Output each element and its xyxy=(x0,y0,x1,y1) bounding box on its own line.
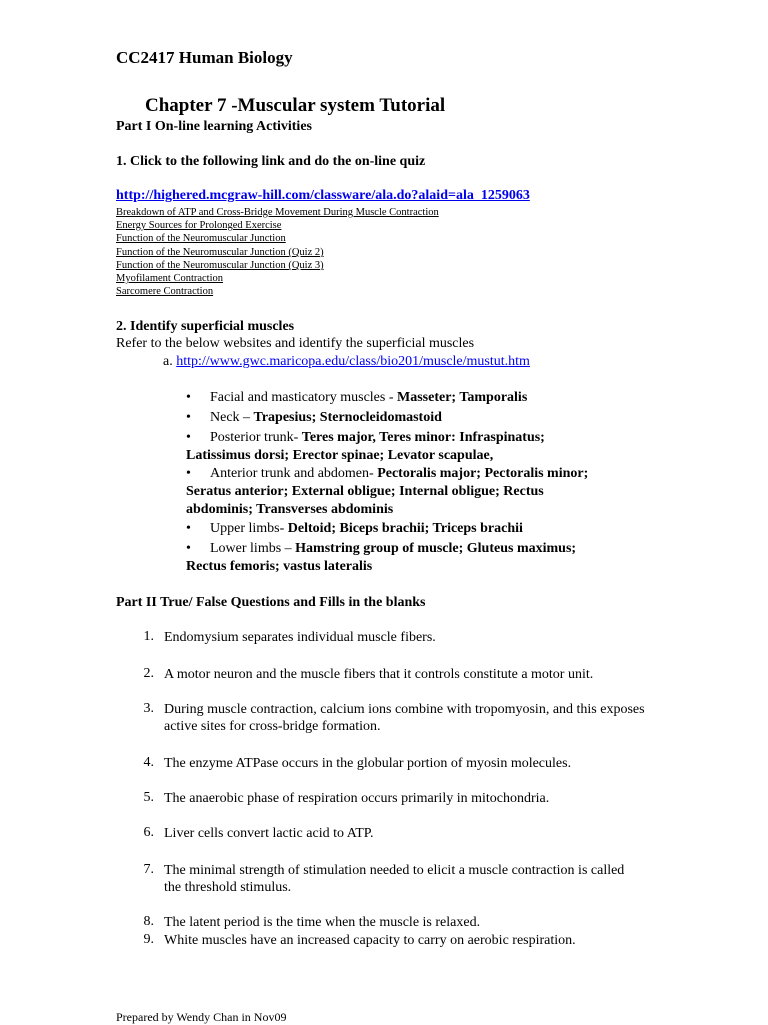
bullet-label: Neck – xyxy=(210,410,254,425)
quiz-link-neuromuscular-junction-quiz2[interactable]: Function of the Neuromuscular Junction (Quiz 2) xyxy=(116,247,324,258)
bullet-icon: • xyxy=(186,466,191,481)
question-number: 2. xyxy=(143,666,154,681)
quiz-link-atp-cross-bridge[interactable]: Breakdown of ATP and Cross-Bridge Movement During Muscle Contraction xyxy=(116,207,439,218)
section2-intro: Refer to the below websites and identify the superficial muscles xyxy=(116,336,475,351)
quiz-link-neuromuscular-junction[interactable]: Function of the Neuromuscular Junction xyxy=(116,233,286,244)
bullet-icon: • xyxy=(186,521,191,536)
bullet-label: Lower limbs – xyxy=(210,541,296,556)
bullet-icon: • xyxy=(186,541,191,556)
link-prefix: a. xyxy=(163,354,173,369)
bullet-muscles: Hamstring group of muscle; Gluteus maximus; xyxy=(295,541,577,556)
question-text: During muscle contraction, calcium ions combine with tropomyosin, and this exposes active sites for cross-bridge formation. xyxy=(164,702,645,734)
quiz-link-neuromuscular-junction-quiz3[interactable]: Function of the Neuromuscular Junction (Quiz 3) xyxy=(116,260,324,271)
question-text: A motor neuron and the muscle fibers that it controls constitute a motor unit. xyxy=(164,667,594,682)
bullet-icon: • xyxy=(186,430,191,445)
bullet-muscles: Pectoralis major; Pectoralis minor; xyxy=(377,466,589,481)
bullet-continuation-anterior-2: abdominis; Transverses abdominis xyxy=(186,502,394,517)
bullet-label: Facial and masticatory muscles - xyxy=(210,390,397,405)
bullet-label: Upper limbs- xyxy=(210,521,288,536)
question-text: The anaerobic phase of respiration occurs primarily in mitochondria. xyxy=(164,791,550,806)
section1-heading: 1. Click to the following link and do the on-line quiz xyxy=(116,154,426,169)
bullet-muscles: Trapesius; Sternocleidomastoid xyxy=(253,410,442,425)
muscle-tutorial-link[interactable]: http://www.gwc.maricopa.edu/class/bio201/muscle/mustut.htm xyxy=(176,354,530,369)
footer-credit: Prepared by Wendy Chan in Nov09 xyxy=(116,1010,287,1024)
question-number: 4. xyxy=(143,755,154,770)
bullet-continuation-anterior: Seratus anterior; External obligue; Internal obligue; Rectus xyxy=(186,484,544,499)
question-text: The minimal strength of stimulation needed to elicit a muscle contraction is called the threshold stimulus. xyxy=(164,863,625,895)
bullet-icon: • xyxy=(186,410,191,425)
question-text: The enzyme ATPase occurs in the globular portion of myosin molecules. xyxy=(164,756,572,771)
course-title: CC2417 Human Biology xyxy=(116,48,293,67)
bullet-muscles: Teres major, Teres minor: Infraspinatus; xyxy=(301,430,545,445)
bullet-continuation-lower-limbs: Rectus femoris; vastus lateralis xyxy=(186,559,373,574)
question-number: 1. xyxy=(143,629,154,644)
question-number: 8. xyxy=(143,914,154,929)
bullet-label: Anterior trunk and abdomen- xyxy=(210,466,378,481)
part1-title: Part I On-line learning Activities xyxy=(116,119,312,134)
question-text: The latent period is the time when the muscle is relaxed. xyxy=(164,915,481,930)
question-text: Liver cells convert lactic acid to ATP. xyxy=(164,826,374,841)
question-number: 9. xyxy=(143,932,154,947)
bullet-icon: • xyxy=(186,390,191,405)
quiz-link-energy-sources[interactable]: Energy Sources for Prolonged Exercise xyxy=(116,220,282,231)
question-text: White muscles have an increased capacity to carry on aerobic respiration. xyxy=(164,933,576,948)
question-number: 6. xyxy=(143,825,154,840)
quiz-link-sarcomere-contraction[interactable]: Sarcomere Contraction xyxy=(116,286,214,297)
chapter-title: Chapter 7 -Muscular system Tutorial xyxy=(145,95,446,116)
bullet-continuation-posterior: Latissimus dorsi; Erector spinae; Levator scapulae, xyxy=(186,448,494,463)
part2-title: Part II True/ False Questions and Fills in the blanks xyxy=(116,595,426,610)
quiz-main-link[interactable]: http://highered.mcgraw-hill.com/classware/ala.do?alaid=ala_1259063 xyxy=(116,188,530,203)
bullet-muscles: Masseter; Tamporalis xyxy=(397,390,528,405)
section2-heading: 2. Identify superficial muscles xyxy=(116,319,295,334)
question-number: 7. xyxy=(143,862,154,877)
bullet-muscles: Deltoid; Biceps brachii; Triceps brachii xyxy=(287,521,523,536)
question-text: Endomysium separates individual muscle fibers. xyxy=(164,630,436,645)
question-number: 3. xyxy=(143,701,154,716)
question-number: 5. xyxy=(143,790,154,805)
muscle-tutorial-link-row xyxy=(163,354,530,370)
bullet-label: Posterior trunk- xyxy=(210,430,302,445)
quiz-link-myofilament-contraction[interactable]: Myofilament Contraction xyxy=(116,273,224,284)
